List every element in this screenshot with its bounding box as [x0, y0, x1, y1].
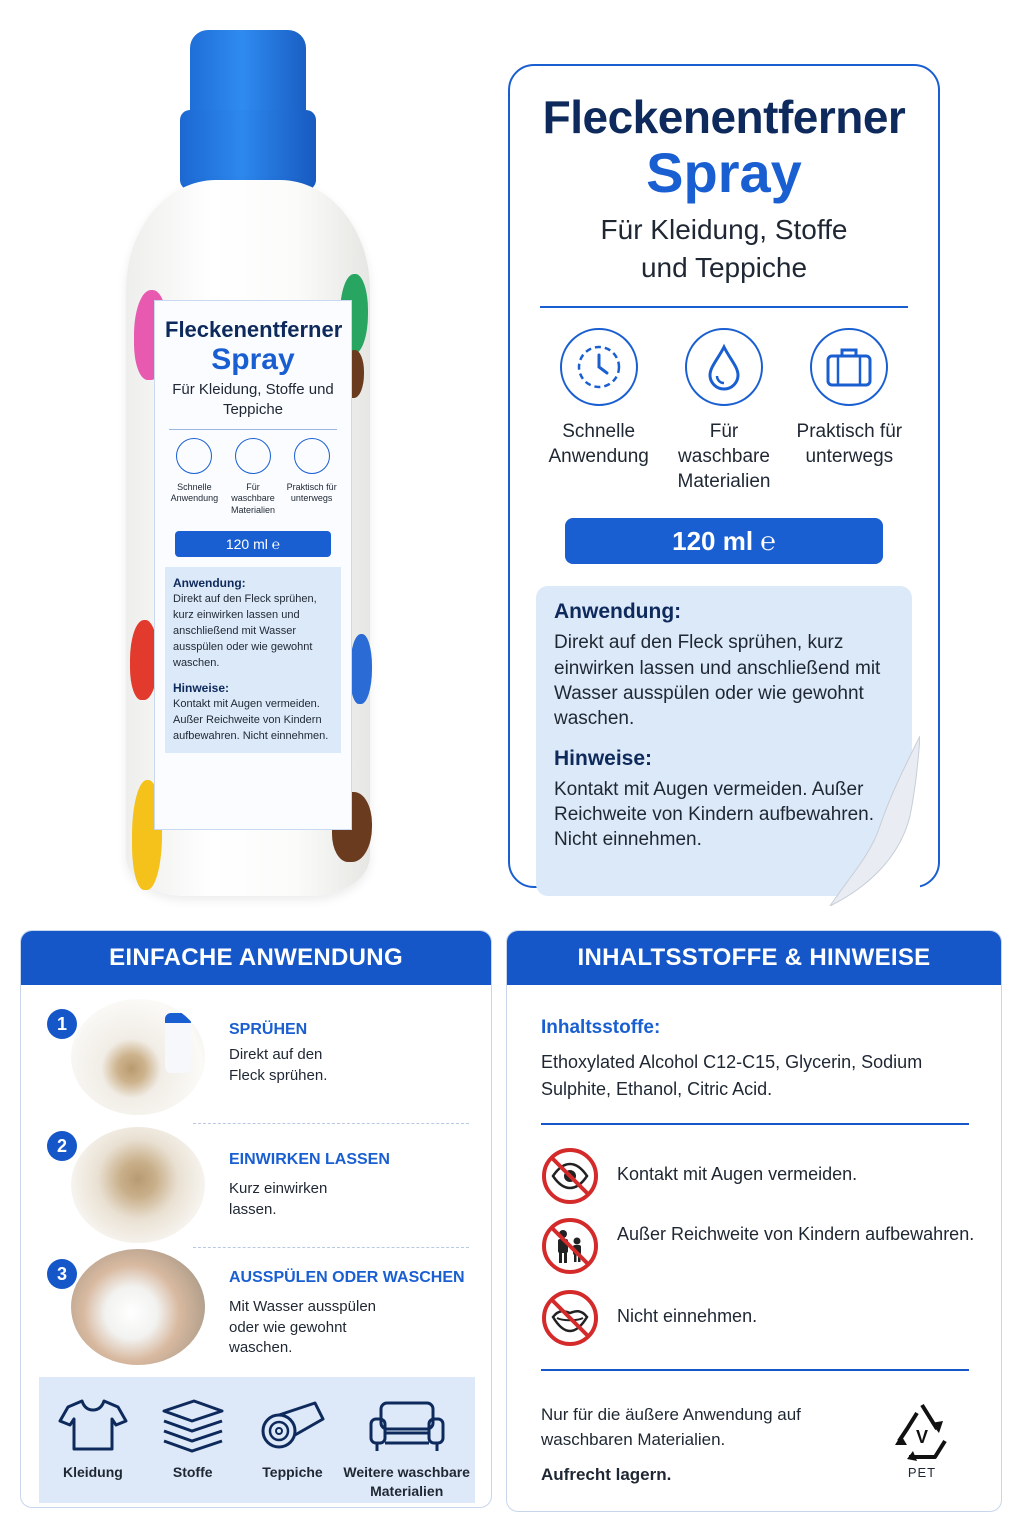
ingredients-notes-panel: [506, 930, 1002, 1512]
suitcase-icon: [824, 345, 874, 389]
feature-label-line2: Anwendung: [548, 446, 649, 468]
step-2-stain-image: [71, 1127, 205, 1243]
bottle-feature-label: Schnelle Anwendung: [170, 481, 219, 504]
label-product-name: Spray: [646, 141, 802, 204]
label-subtitle-line2: und Teppiche: [640, 251, 808, 283]
storage-note: Aufrecht lagern.: [541, 1465, 672, 1484]
step-1-spray-image: [71, 999, 205, 1115]
step-3-text: Mit Wasser ausspülen oder wie gewohnt waschen.: [229, 1298, 376, 1357]
material-label: Kleidung: [62, 1464, 123, 1480]
warning-text: Kontakt mit Augen vermeiden.: [617, 1164, 858, 1184]
feature-fast-application: [536, 328, 661, 494]
label-subtitle: [536, 211, 912, 287]
label-title: Fleckenentferner: [542, 91, 906, 143]
bottle-feature-label: Praktisch für unterwegs: [286, 481, 337, 504]
warning-children: [541, 1217, 981, 1281]
steps-panel-heading: EINFACHE ANWENDUNG: [21, 931, 491, 985]
peel-corner-graphic: [810, 736, 920, 906]
step-3-number: 3: [47, 1259, 77, 1289]
label-subtitle-line1: Für Kleidung, Stoffe: [600, 213, 848, 245]
bottle-feature-travel: [282, 438, 341, 517]
bottle-title: Fleckenentferner: [165, 317, 343, 342]
info-divider: [541, 1369, 969, 1371]
warning-text: Nicht einnehmen.: [617, 1306, 758, 1326]
bottle-notes-title: Hinweise:: [173, 680, 230, 695]
do-not-swallow-icon: [541, 1289, 599, 1347]
notes-text: Kontakt mit Augen vermeiden. Außer Reichweite von Kindern aufbewahren. Nicht einnehmen.: [554, 778, 875, 850]
water-drop-icon: [704, 343, 744, 391]
materials-strip: [39, 1377, 475, 1503]
recycle-label: PET: [907, 1465, 937, 1480]
bottle-feature-label: Für waschbare Materialien: [230, 481, 276, 515]
product-bottle: [118, 30, 378, 900]
bottle-volume-badge: 120 ml ℮: [175, 531, 331, 557]
material-clothing: [43, 1377, 143, 1503]
warning-do-not-swallow: [541, 1289, 981, 1353]
step-2-text: Kurz einwirken lassen.: [229, 1180, 328, 1218]
bottle-label: [154, 300, 352, 830]
feature-washable-materials: [661, 328, 786, 494]
bottle-cap: [190, 30, 306, 120]
feature-label-line2: unterwegs: [805, 446, 894, 468]
step-2-title: EINWIRKEN LASSEN: [229, 1151, 390, 1168]
bottle-usage-text: Direkt auf den Fleck sprühen, kurz einwirken lassen und anschließend mit Wasser ausspülen oder wie gewohnt waschen.: [173, 592, 317, 669]
external-use-note: Nur für die äußere Anwendung auf waschbaren Materialien.: [541, 1405, 801, 1449]
bottle-feature-washable: [224, 438, 283, 517]
material-fabrics: [143, 1377, 243, 1503]
material-label: Stoffe: [172, 1464, 213, 1480]
bottle-product-name: Spray: [211, 343, 295, 376]
step-3-rinse-image: [71, 1249, 205, 1365]
bottle-notes-text: Kontakt mit Augen vermeiden. Außer Reichweite von Kindern aufbewahren. Nicht einnehmen.: [173, 698, 329, 742]
fabric-stack-icon: [158, 1397, 228, 1453]
spray-bottle-icon: [165, 1013, 191, 1073]
recycle-code: V: [915, 1427, 929, 1447]
keep-away-children-icon: [541, 1217, 599, 1275]
no-eye-contact-icon: [541, 1147, 599, 1205]
warning-eye-contact: [541, 1147, 981, 1211]
ingredients-text: Ethoxylated Alcohol C12-C15, Glycerin, Sodium Sulphite, Ethanol, Citric Acid.: [541, 1052, 923, 1099]
clock-icon: [574, 342, 624, 392]
material-carpets: [243, 1377, 343, 1503]
carpet-roll-icon: [257, 1397, 327, 1453]
step-1-number: 1: [47, 1009, 77, 1039]
feature-label-line1: Für waschbare: [678, 421, 770, 468]
bottle-usage-title: Anwendung:: [173, 575, 246, 590]
material-other: [342, 1377, 471, 1503]
step-2-number: 2: [47, 1131, 77, 1161]
step-1-text: Direkt auf den Fleck sprühen.: [229, 1046, 328, 1084]
usage-title: Anwendung:: [554, 600, 682, 624]
bottle-divider: [169, 429, 337, 430]
bottle-cap-base: [180, 110, 316, 190]
feature-label-line1: Schnelle: [562, 421, 636, 443]
info-divider: [541, 1123, 969, 1125]
tshirt-icon: [58, 1397, 128, 1453]
bottle-instructions-box: [165, 567, 341, 753]
bottle-subtitle: Für Kleidung, Stoffe und Teppiche: [172, 381, 334, 419]
instructions-box: [536, 586, 912, 896]
info-panel-heading: INHALTSSTOFFE & HINWEISE: [507, 931, 1001, 985]
bottle-feature-fast: [165, 438, 224, 517]
step-3-title: AUSSPÜLEN ODER WASCHEN: [229, 1269, 465, 1286]
front-label-panel: [508, 64, 940, 888]
recycle-icon: [887, 1399, 957, 1465]
ingredients-title: Inhaltsstoffe:: [541, 1017, 661, 1038]
clock-icon: [176, 438, 212, 474]
label-divider: [540, 306, 908, 308]
recycling-symbol: [885, 1399, 959, 1485]
material-label: Weitere waschbare Materialien: [343, 1464, 470, 1499]
label-feature-row: [536, 328, 912, 494]
warning-text: Außer Reichweite von Kindern aufbewahren.: [617, 1224, 975, 1244]
usage-steps-panel: [20, 930, 492, 1508]
suitcase-icon: [294, 438, 330, 474]
usage-text: Direkt auf den Fleck sprühen, kurz einwirken lassen und anschließend mit Wasser ausspülen oder wie gewohnt waschen.: [554, 632, 881, 729]
step-divider: [193, 1123, 469, 1124]
notes-title: Hinweise:: [554, 746, 653, 770]
sofa-icon: [367, 1397, 447, 1453]
volume-badge: 120 ml ℮: [565, 518, 883, 564]
feature-label-line2: Materialien: [677, 470, 771, 492]
feature-travel-friendly: [787, 328, 912, 494]
step-1-title: SPRÜHEN: [229, 1021, 308, 1038]
material-label: Teppiche: [262, 1464, 323, 1480]
step-divider: [193, 1247, 469, 1248]
water-drop-icon: [235, 438, 271, 474]
blue-character-graphic: [350, 634, 372, 704]
feature-label-line1: Praktisch für: [796, 421, 903, 443]
